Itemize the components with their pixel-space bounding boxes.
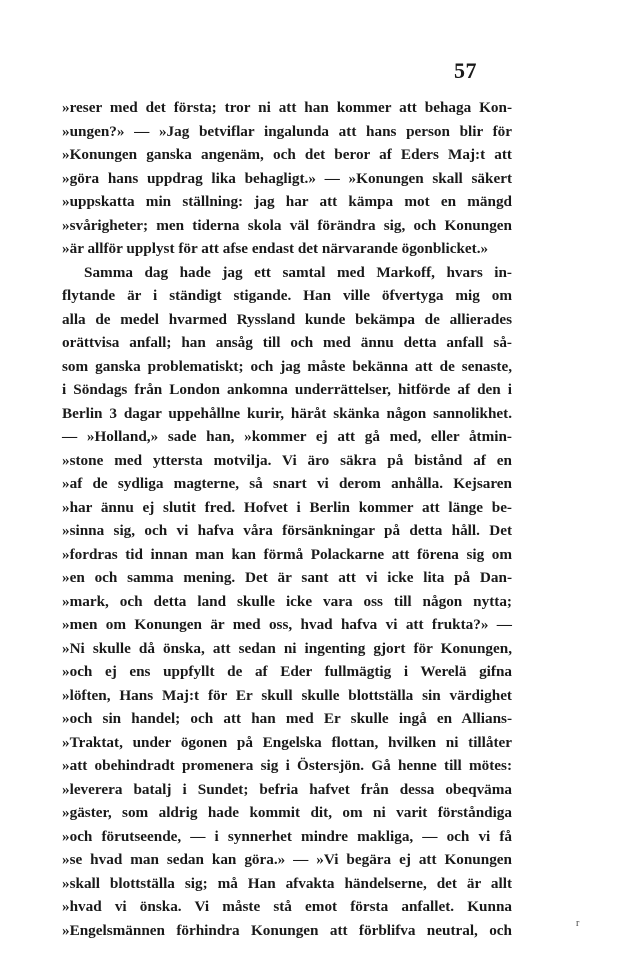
text-line: »Engelsmännen förhindra Konungen att förblifva neutral, och	[62, 921, 512, 939]
text-line: »Konungen ganska angenäm, och det beror af Eders Maj:t att	[62, 146, 512, 163]
text-line: »men om Konungen är med oss, hvad hafva vi att frukta?» —	[62, 616, 512, 633]
text-line: »skall blottställa sig; må Han afvakta händelserne, det är allt	[62, 874, 512, 892]
text-line: »se hvad man sedan kan göra.» — »Vi begära ej att Konungen	[62, 851, 512, 868]
text-line: »stone med yttersta motvilja. Vi äro säkra på bistånd af en	[62, 451, 512, 469]
body-text	[62, 96, 512, 942]
text-line: i Söndags från London ankomna underrättelser, hitförde af den i	[62, 381, 512, 398]
text-line: »leverera batalj i Sundet; befria hafvet från dessa obeqväma	[62, 780, 512, 798]
text-line: Berlin 3 dagar uppehållne kurir, häråt skänka någon sannolikhet.	[62, 404, 512, 422]
page-number: 57	[454, 58, 477, 83]
text-line: »och ej ens uppfyllt de af Eder fullmägtig i Werelä gifna	[62, 663, 512, 680]
text-line: »Traktat, under ögonen på Engelska flottan, hvilken ni tillåter	[62, 733, 512, 751]
text-line: »uppskatta min ställning: jag har att kämpa mot en mängd	[62, 193, 512, 210]
text-line: flytande är i ständigt stigande. Han ville öfvertyga mig om	[62, 287, 512, 304]
text-line: »och förutseende, — i synnerhet mindre makliga, — och vi få	[62, 827, 512, 845]
text-line: »sinna sig, och vi hafva våra försänkningar på detta håll. Det	[62, 522, 512, 539]
text-line: »mark, och detta land skulle icke vara oss till någon nytta;	[62, 592, 512, 610]
text-line: »att obehindradt promenera sig i Östersjön. Gå henne till mötes:	[62, 757, 512, 774]
text-line: »fordras tid innan man kan förmå Polackarne att förena sig om	[62, 545, 512, 563]
text-line: orättvisa anfall; han ansåg till och med ännu detta anfall så-	[62, 334, 512, 351]
text-line: »ungen?» — »Jag betviflar ingalunda att hans person blir för	[62, 122, 512, 140]
text-line: — »Holland,» sade han, »kommer ej att gå med, eller åtmin-	[62, 428, 512, 445]
text-line: »är allför upplyst för att afse endast det närvarande ögonblicket.»	[62, 240, 489, 257]
text-line: »Ni skulle då önska, att sedan ni ingenting gjort för Konungen,	[62, 639, 512, 657]
text-line: alla de medel hvarmed Ryssland kunde bekämpa de allierades	[62, 310, 512, 328]
text-line: »en och samma mening. Det är sant att vi icke lita på Dan-	[62, 569, 512, 586]
text-line: Samma dag hade jag ett samtal med Markoff, hvars in-	[84, 263, 512, 281]
text-line: »löften, Hans Maj:t för Er skull skulle blottställa sin värdighet	[62, 686, 512, 704]
text-line: »gäster, som aldrig hade kommit dit, om ni varit förståndiga	[62, 804, 512, 821]
text-line: »af de sydliga magterne, så snart vi derom anhålla. Kejsaren	[62, 475, 512, 492]
text-line: »reser med det första; tror ni att han kommer att behaga Kon-	[62, 99, 512, 116]
text-line: »hvad vi önska. Vi måste stå emot första anfallet. Kunna	[62, 898, 512, 915]
text-line: »svårigheter; men tiderna skola väl förändra sig, och Konungen	[62, 216, 512, 234]
stray-mark: r	[576, 918, 580, 929]
text-line: som ganska problematiskt; och jag måste bekänna att de senaste,	[62, 357, 512, 375]
text-line: »göra hans uppdrag lika behagligt.» — »Konungen skall säkert	[62, 169, 512, 187]
text-line: »och sin handel; och att han med Er skulle ingå en Allians-	[62, 710, 512, 727]
text-line: »har ännu ej slutit fred. Hofvet i Berlin kommer att länge be-	[62, 498, 512, 516]
